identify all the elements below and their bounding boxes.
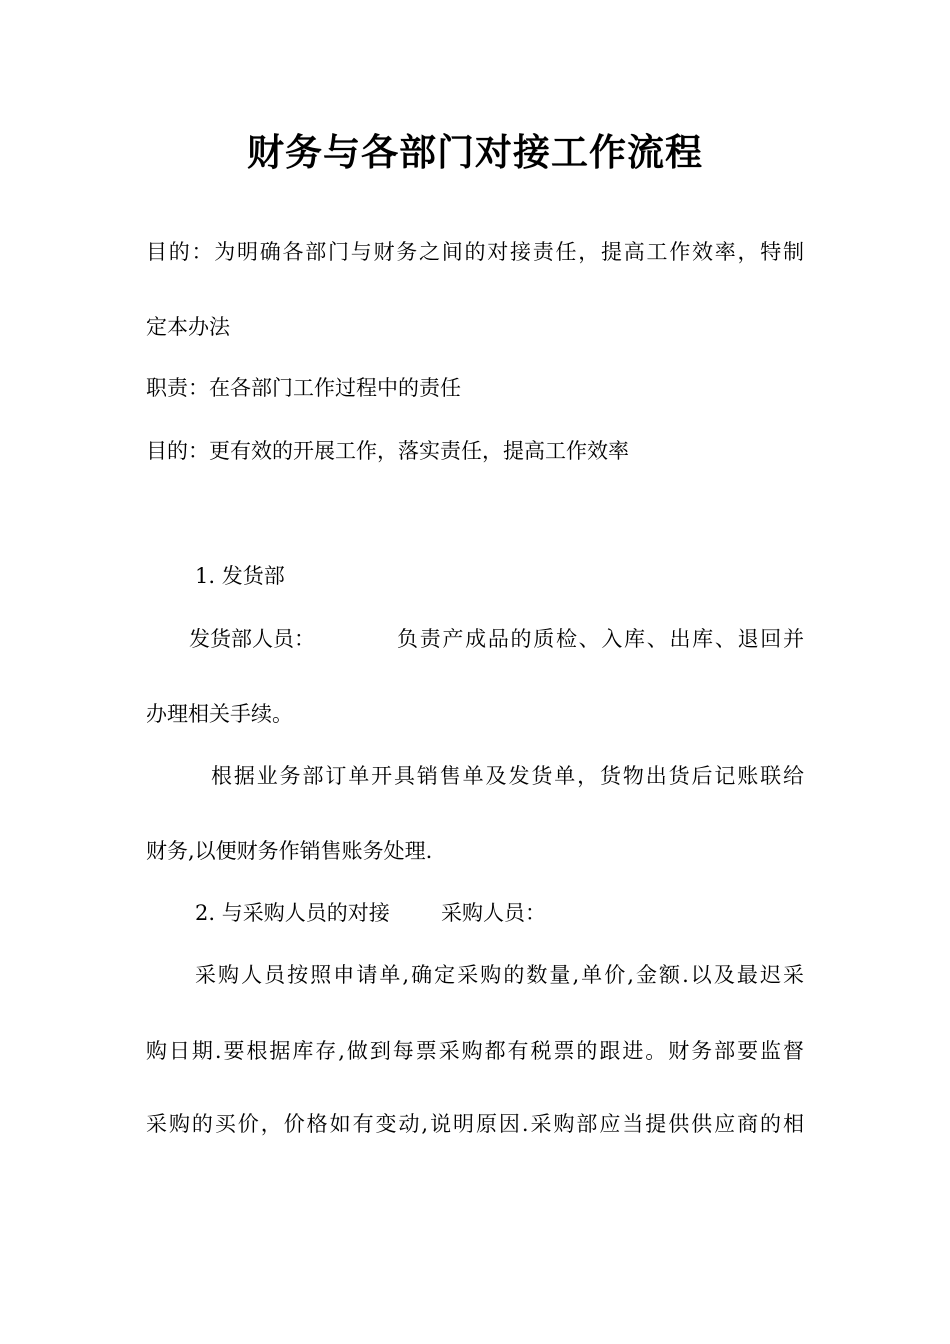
- section-1-heading: 1. 发货部: [195, 564, 285, 588]
- purchase-line-2: 购日期.要根据库存,做到每票采购都有税票的跟进。财务部要监督: [146, 1039, 804, 1063]
- document-title: 财务与各部门对接工作流程: [247, 130, 703, 174]
- purchasing-staff-label: 采购人员：: [441, 901, 546, 925]
- section-2-heading: 2. 与采购人员的对接: [195, 901, 390, 925]
- purpose-line-1: 目的：为明确各部门与财务之间的对接责任，提高工作效率，特制: [146, 240, 804, 264]
- order-line-1: 根据业务部订单开具销售单及发货单，货物出货后记账联给: [211, 764, 804, 788]
- purpose-line-2: 定本办法: [146, 315, 230, 339]
- shipping-staff-text: 负责产成品的质检、入库、出库、退回并: [397, 627, 804, 651]
- purpose-2-line: 目的：更有效的开展工作，落实责任，提高工作效率: [146, 439, 629, 463]
- purchase-line-1: 采购人员按照申请单,确定采购的数量,单价,金额.以及最迟采: [195, 963, 804, 987]
- shipping-staff-continued: 办理相关手续。: [146, 702, 293, 726]
- duty-line: 职责：在各部门工作过程中的责任: [146, 376, 461, 400]
- purchase-line-3: 采购的买价，价格如有变动,说明原因.采购部应当提供供应商的相: [146, 1112, 804, 1136]
- order-line-2: 财务,以便财务作销售账务处理.: [146, 839, 433, 863]
- shipping-staff-label: 发货部人员：: [189, 627, 315, 651]
